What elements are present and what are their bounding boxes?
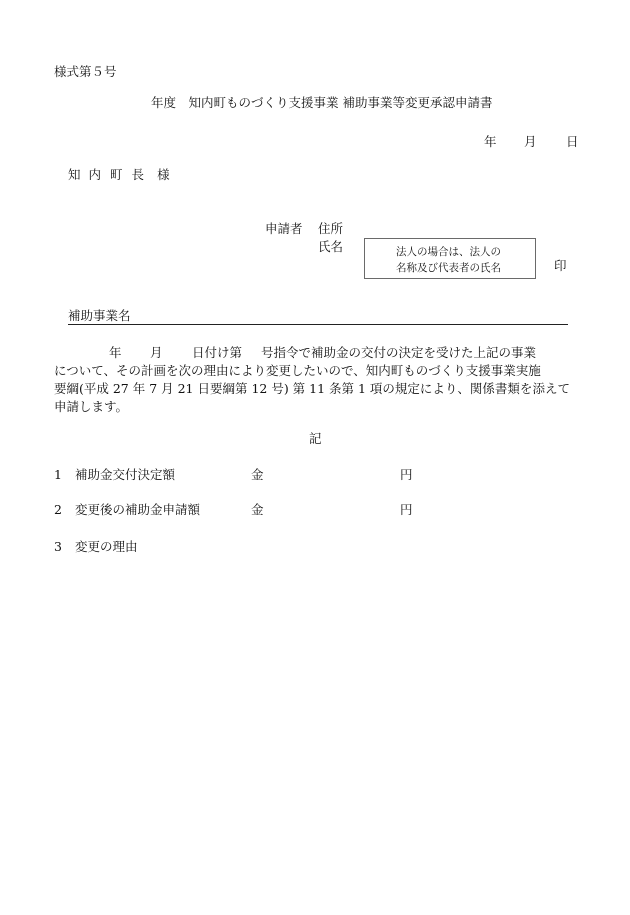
project-name-underline (68, 324, 568, 325)
item-label: 変更後の補助金申請額 (75, 502, 201, 517)
addressee-char: 知 (68, 167, 81, 182)
addressee-char: 様 (157, 167, 170, 182)
body-paragraph-line: について、その計画を次の理由により変更したいので、知内町ものづくり支援事業実施 (54, 363, 541, 378)
body-segment-year: 年 (109, 345, 122, 360)
corporate-note-line: 法人の場合は、法人の (396, 246, 501, 258)
body-paragraph-line: 申請します。 (54, 399, 129, 414)
item-amount-unit: 円 (400, 467, 413, 482)
name-label: 氏名 (318, 239, 344, 254)
body-segment-month: 月 (150, 345, 163, 360)
item-number: 2 (54, 502, 62, 517)
item-number: 3 (54, 539, 62, 554)
corporate-note-line: 名称及び代表者の氏名 (396, 262, 501, 274)
body-segment-date-number: 日付け第 (192, 345, 243, 360)
date-day-label: 日 (566, 134, 579, 149)
project-name-label: 補助事業名 (68, 308, 131, 323)
body-paragraph-line: 要綱(平成 27 年 7 月 21 日要綱第 12 号) 第 11 条第 1 項の規定により、関係書類を添えて (54, 381, 570, 396)
addressee-char: 内 (88, 167, 102, 182)
addressee (68, 169, 170, 182)
date-month-label: 月 (524, 134, 537, 149)
item-amount-prefix: 金 (251, 502, 264, 517)
item-amount-unit: 円 (400, 502, 413, 517)
address-label: 住所 (318, 221, 344, 236)
item-number: 1 (54, 467, 62, 482)
item-label: 補助金交付決定額 (75, 467, 176, 482)
seal-mark: 印 (554, 258, 567, 273)
ki-heading: 記 (309, 431, 322, 446)
item-label: 変更の理由 (75, 539, 138, 554)
body-paragraph-line (54, 347, 609, 361)
body-segment-directive: 号指令で補助金の交付の決定を受けた上記の事業 (261, 345, 537, 360)
date-year-label: 年 (484, 134, 497, 149)
corporate-note-box (364, 238, 536, 279)
addressee-char: 長 (131, 167, 145, 182)
applicant-label: 申請者 (265, 221, 303, 236)
form-number: 様式第５号 (54, 64, 117, 79)
addressee-char: 町 (110, 167, 123, 182)
item-amount-prefix: 金 (251, 467, 264, 482)
document-title: 年度 知内町ものづくり支援事業 補助事業等変更承認申請書 (151, 95, 493, 110)
